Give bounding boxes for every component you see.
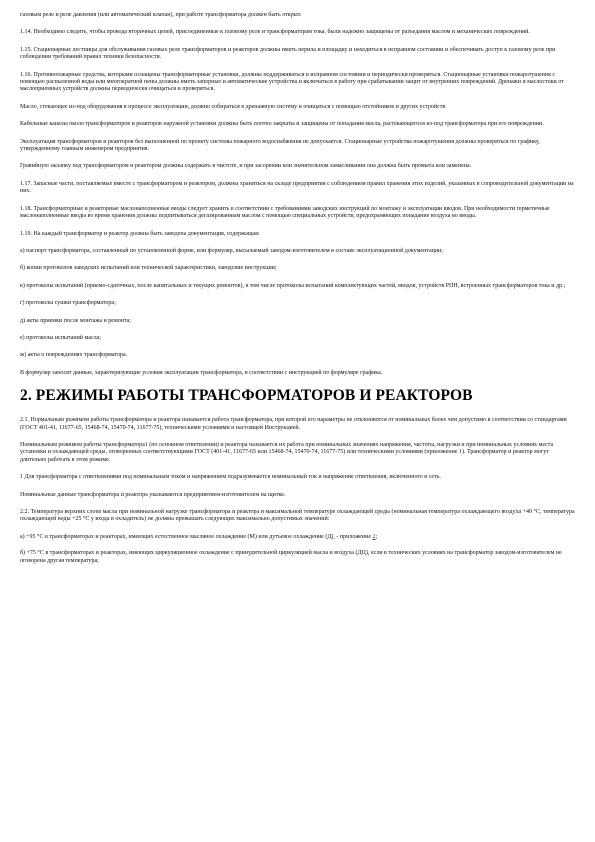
- list-item-temp-a: [20, 534, 576, 541]
- paragraph-oil-drain: Масло, стекающее из-под оборудования в процессе эксплуатации, должно собираться в дренажную систему и очищаться с помощью отстойников и других устройств.: [20, 103, 447, 110]
- paragraph-1-14: 1.14. Необходимо следить, чтобы провода вторичных цепей, присоединенные к газовому реле и трансформаторам тока, были надежно защищены от разъедания маслом и механических повреждений.: [20, 29, 530, 36]
- paragraph-1-15: 1.15. Стационарные лестницы для обслуживания газовых реле трансформаторов и реакторов должны иметь перила и площадку и находиться в исправном состоянии и обеспечивать доступ к газовому реле при соблюдении требований правил техники безопасности.: [20, 46, 557, 61]
- list-item-v: в) протоколы испытаний (приемо-сдаточных, после капитальных и текущих ремонтов), в том числе протоколы испытаний комплектующих частей, вводов, устройств РПН, встроенных трансформаторов тока и др.;: [20, 282, 566, 289]
- paragraph-gas-relay: газовым реле и реле давления (или автоматический клапан), при работе трансформатора должен быть открыт.: [20, 12, 302, 18]
- appendix-2-link[interactable]: 2: [372, 533, 376, 540]
- paragraph-2-1: 2.1. Нормальным режимом работы трансформатора и реактора называется работа трансформатора, при которой его параметры не отклоняются от номинальных более чем допустимо в соответствии со стандартами (ГОСТ 401-41, 11677-65, 15468-74, 15470-74, 11677-75), техническими условиями и настоящей Инструкцией.: [20, 417, 569, 431]
- paragraph-1-16: 1.16. Противопожарные средства, которыми оснащены трансформаторные установки, должны поддерживаться в исправном состоянии и периодически проверяться. Стационарные установки пожаротушения с помощью распыленной воды или многократной пены должны иметь запорные и автоматические устройства и включаться в работу при срабатывании защит от внутренних повреждений. Дренажи и маслостоки от маслоприемных устройств должны периодически очищаться и проверяться.: [20, 71, 566, 93]
- paragraph-1-19: 1.19. На каждый трансформатор и реактор должна быть заведена документация, содержащая:: [20, 230, 260, 237]
- footnote-1: 1 Для трансформатора с ответвлениями под номинальным током и напряжением подразумевается номинальный ток и напряжение ответвления, включенного в сеть.: [20, 474, 441, 481]
- paragraph-2-2: 2.2. Температура верхних слоев масла при номинальной нагрузке трансформатора и реактора и максимальной температуре охлаждающей среды (номинальная температура охлаждающего воздуха +40 °С, температура охлаждающей воды +25 °С у входа в охладитель) не должна превышать следующих максимально допустимых значений:: [20, 509, 577, 523]
- list-item-g: г) протоколы сушки трансформатора;: [20, 300, 116, 307]
- list-item-temp-b: б) +75 °С в трансформаторах и реакторах, имеющих циркуляционное охлаждение с принудительной циркуляцией масла и воздуха (ДЦ), если в технических условиях на трансформатор заводом-изготовителем не оговорена другая температура;: [20, 550, 564, 564]
- list-item-zh: ж) акты о повреждениях трансформатора.: [20, 352, 128, 359]
- list-item-temp-a-text: а) +95 °С в трансформаторах и реакторах, имеющих естественное масляное охлаждение (М) или дутьевое охлаждение (Д), - приложение: [20, 533, 373, 540]
- paragraph-formular: В формуляр заносят данные, характеризующие условия эксплуатации трансформатора, в соответствии с инструкцией по формуляре графика.: [20, 369, 383, 376]
- list-item-b: б) копии протоколов заводских испытаний или технической характеристики, заводские инструкции;: [20, 265, 277, 272]
- paragraph-nameplate: Номинальные данные трансформатора и реактора указываются предприятием-изготовителем на щитке.: [20, 491, 286, 498]
- paragraph-cable-channels: Кабельные каналы около трансформаторов и реакторов наружной установки должны быть плотно закрыты и защищены от попадания масла, растекающегося из-под трансформатора при его повреждении.: [20, 121, 544, 128]
- paragraph-fire-water: Эксплуатация трансформаторов и реакторов без выполненной по проекту системы пожарного водоснабжения не допускается. Стационарные устройства пожаротушения должны проверяться по графику, утвержденному главным инженером предприятия.: [20, 138, 542, 153]
- section-heading: 2. РЕЖИМЫ РАБОТЫ ТРАНСФОРМАТОРОВ И РЕАКТОРОВ: [20, 387, 473, 405]
- paragraph-1-18: 1.18. Трансформаторные и реакторные маслонаполненные вводы следует хранить в соответствии с требованиями заводских инструкций по монтажу и эксплуатации вводов. При необходимости герметичные маслонаполненные вводы во время хранения должны подпитываться дегазированным маслом с помощью специальных устройств, предохраняющих попадание воздуха во вводы.: [20, 205, 552, 220]
- paragraph-gravel: Гравийную засыпку под трансформатором и реактором должны содержать в чистоте, и при засорении или значительном замасливании она должна быть промыта или заменена.: [20, 163, 472, 170]
- paragraph-1-17: 1.17. Запасные части, поставляемые вместе с трансформатором и реактором, должны храниться на складе предприятия с соблюдением правил хранения этих изделий, указанных в сопроводительной документации на них.: [20, 180, 576, 195]
- paragraph-nominal-mode: Номинальным режимом работы трансформатора1 (по основном ответвлении) и реактора называется их работа при номинальных значениях напряжения, частоты, нагрузки и при номинальных условиях места установки и охлаждающей среды, оговоренных соответствующими ГОСТ (401-41, 11677-65 или 15468-74, 15470-74, 11677-75) или техническими условиями (приложение 1). Трансформатор и реактор могут длительно работать в этом режиме.: [20, 441, 555, 463]
- document-page: [20, 12, 576, 575]
- list-item-temp-a-tail: ;: [375, 533, 378, 540]
- list-item-e: е) протоколы испытаний масла;: [20, 334, 101, 341]
- list-item-d: д) акты приемки после монтажа и ремонта;: [20, 317, 131, 324]
- list-item-a: а) паспорт трансформатора, составленный по установленной форме, или формуляр, высылаемый заводом-изготовителем в составе эксплуатационной документации;: [20, 247, 443, 254]
